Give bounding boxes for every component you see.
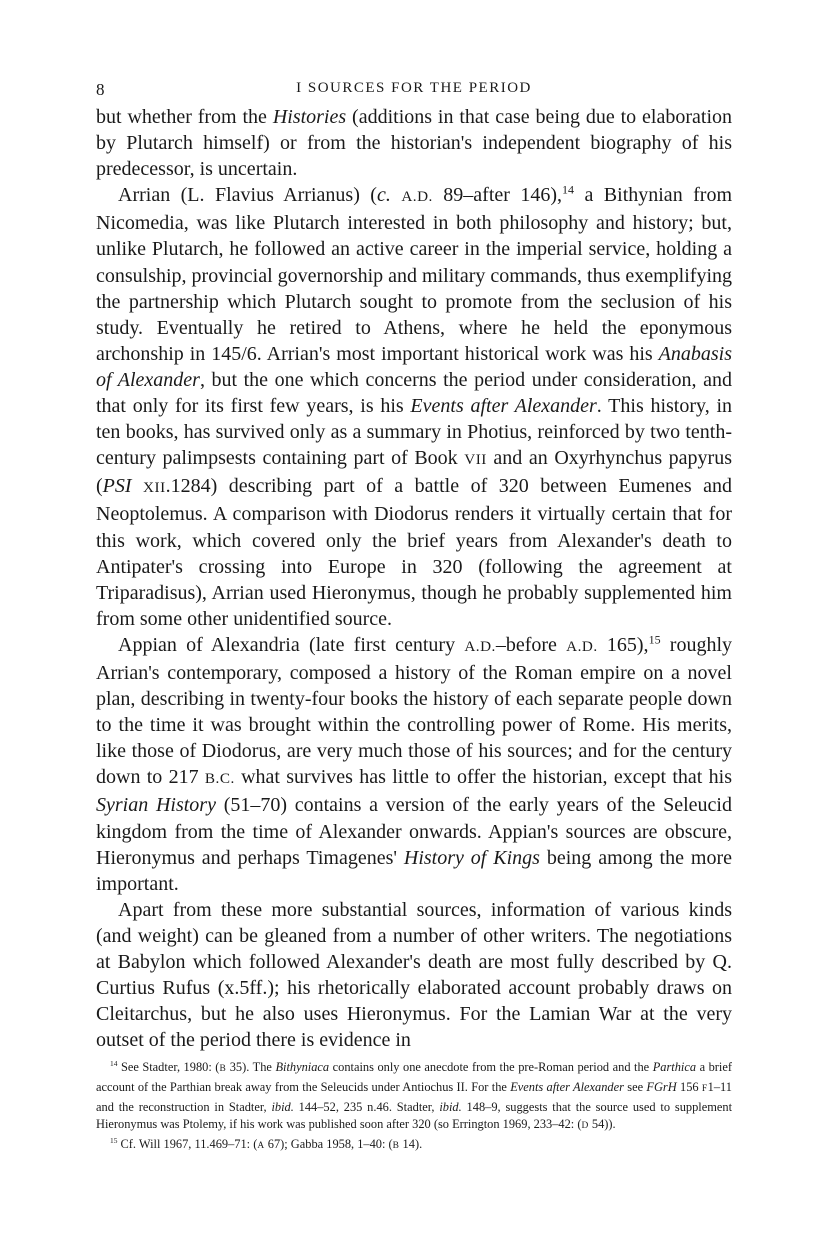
body-text (96, 104, 732, 1053)
page-number: 8 (96, 80, 105, 99)
paragraph-plutarch-continuation: but whether from the Histories (additions in that case being due to elaboration by Plutarch himself) or from the historian's independent biography of his predecessor, is uncertain. (96, 106, 732, 181)
footnote-ref-15: 15 (648, 632, 661, 647)
paragraph-appian: Appian of Alexandria (late first century A.D.–before A.D. 165),$^{15}$ roughly Arrian's contemporary, composed a history of the Roman empire on a novel plan, describing in twenty-four books the history of each separate people down to the time it was brought within the controlling power of Rome. His merits, like those of Diodorus, are very much those of his sources; and for the century down to 217 B.C. what survives has little to offer the historian, except that his Syrian History (51–70) contains a version of the early years of the Seleucid kingdom from the time of Alexander onwards. Appian's sources are obscure, Hieronymus and perhaps Timagenes' History of Kings being among the more important. (96, 632, 732, 895)
paragraph-other-sources: Apart from these more substantial sources, information of various kinds (and weight) can be gleaned from a number of other writers. The negotiations at Babylon which followed Alexander's death are most fully described by Q. Curtius Rufus (x.5ff.); his rhetorically elaborated account probably draws on Cleitarchus, but he also uses Hieronymus. For the Lamian War at the very outset of the period there is evidence in (96, 898, 732, 1052)
running-head: I SOURCES FOR THE PERIOD (296, 80, 532, 96)
footnote-14: $^{14}$ See Stadter, 1980: (B 35). The Bithyniaca contains only one anecdote from the pre-Roman period and the Parthica a brief account of the Parthian break away from the Seleucids under Antiochus II. For the Events after Alexander see FGrH 156 F1–11 and the reconstruction in Stadter, ibid. 144–52, 235 n.46. Stadter, ibid. 148–9, suggests that the source used to supplement Hieronymus was Ptolemy, if his work was published soon after 320 (so Errington 1969, 233–42: (D 54)). (96, 1059, 733, 1132)
footnote-ref-14: 14 (562, 182, 575, 197)
footnotes (96, 1059, 732, 1155)
page-header (96, 74, 732, 104)
footnote-15: $^{15}$ Cf. Will 1967, 11.469–71: (A 67); Gabba 1958, 1–40: (B 14). (110, 1135, 423, 1151)
paragraph-arrian: Arrian (L. Flavius Arrianus) (c. A.D. 89–after 146),$^{14}$ a Bithynian from Nicomedia, was like Plutarch interested in both philosophy and history; but, unlike Plutarch, he followed an active career in the imperial service, holding a consulship, provincial governorship and military commands, thus exemplifying the partnership which Plutarch sought to promote from the seclusion of his study. Eventually he retired to Athens, where he held the eponymous archonship in 145/6. Arrian's most important historical work was his Anabasis of Alexander, but the one which concerns the period under consideration, and that only for its first few years, is his Events after Alexander. This history, in ten books, has survived only as a summary in Photius, reinforced by two tenth-century palimpsests containing part of Book VII and an Oxyrhynchus papyrus (PSI XII.1284) describing part of a battle of 320 between Eumenes and Neoptolemus. A comparison with Diodorus renders it virtually certain that for this work, which covered only the brief years from Alexander's death to Antipater's crossing into Europe in 320 (following the agreement at Triparadisus), Arrian used Hieronymus, though he probably supplemented him from some other unidentified source. (96, 182, 733, 630)
book-page (96, 74, 732, 1155)
